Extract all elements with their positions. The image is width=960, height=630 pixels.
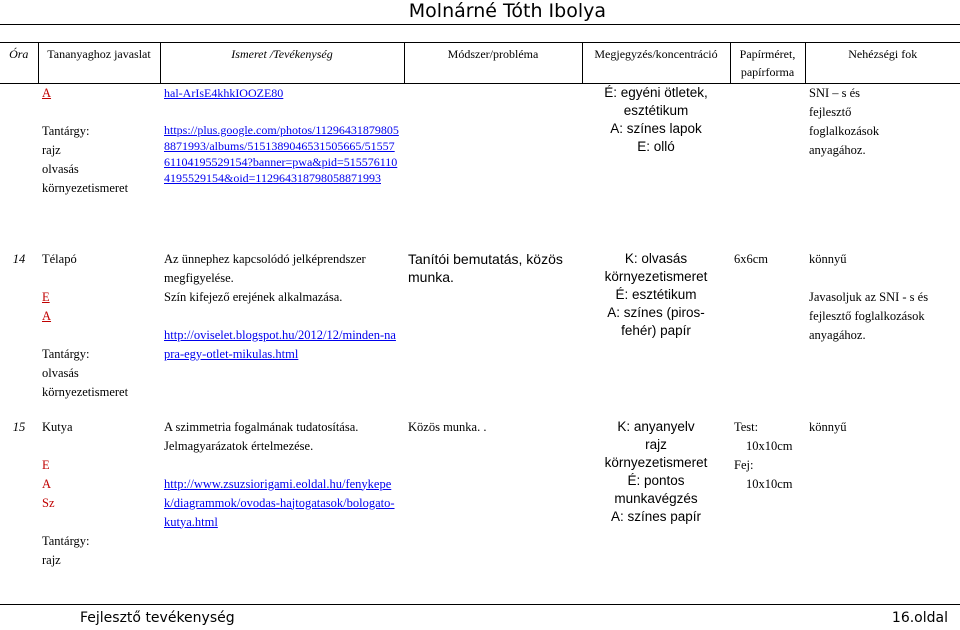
goal: Az ünnephez kapcsolódó jelképrendszer megfigyelése.: [164, 251, 366, 285]
note: A: színes (piros-: [607, 304, 705, 320]
header-row: [0, 43, 960, 84]
subject: környezetismeret: [42, 384, 129, 399]
letter-a: A: [42, 308, 52, 323]
difficulty: fejlesztő: [809, 105, 852, 119]
cell-papir: [730, 418, 805, 570]
cell-javaslat: [38, 418, 160, 570]
subject: rajz: [42, 552, 61, 567]
resource-link[interactable]: https://plus.google.com/photos/112964318798058871993/albums/5151389046531505665/5155761104195529154?banner=pwa&pid=5155761104195529154&oid=112964318798058871993: [164, 123, 399, 185]
cell-papir: 6x6cm: [734, 251, 769, 266]
note: környezetismeret: [604, 268, 708, 284]
subject: környezetismeret: [42, 181, 129, 195]
resource-link[interactable]: http://oviselet.blogspot.hu/2012/12/minden-napra-egy-otlet-mikulas.html: [164, 327, 396, 361]
cell-modszer: Közös munka. .: [408, 419, 487, 434]
note: környezetismeret: [604, 454, 708, 470]
size: Test:: [734, 419, 759, 434]
col-nehezseg: Nehézségi fok: [805, 43, 960, 84]
header-divider: [0, 24, 960, 25]
cell-megjegyzes: [582, 84, 730, 250]
goal: A szimmetria fogalmának tudatosítása.: [164, 419, 359, 434]
cell-nehezseg: könnyű: [809, 419, 847, 434]
tantargy-label: Tantárgy:: [42, 346, 90, 361]
note: E: olló: [637, 139, 675, 154]
difficulty: foglalkozások: [809, 124, 880, 138]
lesson-plan-table: [0, 42, 960, 570]
resource-link[interactable]: hal-ArIsE4khkIOOZE80: [164, 86, 284, 100]
size: 10x10cm: [746, 438, 793, 453]
size: Fej:: [734, 457, 754, 472]
resource-link[interactable]: http://www.zsuzsiorigami.eoldal.hu/fenykepek/diagrammok/ovodas-hajtogatasok/bologato-kutya.html: [164, 476, 395, 529]
cell-nehezseg: [805, 84, 960, 250]
table-row: [0, 418, 960, 570]
footer-left: Fejlesztő tevékenység: [80, 610, 235, 626]
table-row: [0, 250, 960, 418]
cell-ora: 15: [12, 419, 26, 434]
difficulty: Javasoljuk az SNI - s és fejlesztő foglalkozások anyagához.: [809, 289, 929, 342]
cell-modszer: [404, 84, 582, 250]
difficulty: anyagához.: [809, 143, 866, 157]
table-row: [0, 84, 960, 250]
note: É: egyéni ötletek,: [604, 85, 708, 100]
cell-megjegyzes: [582, 250, 730, 418]
note: A: színes lapok: [610, 121, 702, 136]
footer-divider: [0, 604, 960, 605]
goal: Szín kifejező erejének alkalmazása.: [164, 289, 343, 304]
cell-ismeret: [160, 250, 404, 418]
cell-ora: [0, 84, 38, 250]
cell-ismeret: [160, 418, 404, 570]
letter-sz: Sz: [42, 495, 55, 510]
cell-nehezseg: [805, 250, 960, 418]
subject: olvasás: [42, 365, 79, 380]
letter-a: A: [42, 476, 52, 491]
col-megjegyzes: Megjegyzés/koncentráció: [582, 43, 730, 84]
cell-ismeret: [160, 84, 404, 250]
difficulty: könnyű: [809, 251, 847, 266]
note: K: anyanyelv: [617, 418, 695, 434]
col-ora: Óra: [0, 43, 38, 84]
page-number: 16.oldal: [891, 610, 948, 626]
subject: rajz: [42, 143, 61, 157]
letter-e: E: [42, 457, 50, 472]
tantargy-label: Tantárgy:: [42, 533, 90, 548]
note: É: pontos: [627, 472, 685, 488]
size: 10x10cm: [746, 476, 793, 491]
col-ismeret: Ismeret /Tevékenység: [160, 43, 404, 84]
note: K: olvasás: [624, 250, 688, 266]
note: munkavégzés: [614, 490, 698, 506]
goal: Jelmagyarázatok értelmezése.: [164, 438, 314, 453]
cell-megjegyzes: [582, 418, 730, 570]
col-modszer: Módszer/probléma: [404, 43, 582, 84]
subject: olvasás: [42, 162, 79, 176]
col-javaslat: Tananyaghoz javaslat: [38, 43, 160, 84]
page-title: Molnárné Tóth Ibolya: [408, 0, 606, 22]
lesson-title: Télapó: [42, 251, 77, 266]
note: rajz: [645, 436, 667, 452]
cell-javaslat: [38, 250, 160, 418]
tantargy-label: Tantárgy:: [42, 124, 90, 138]
lesson-title: Kutya: [42, 419, 73, 434]
cell-ora: 14: [12, 251, 26, 266]
cell-javaslat: [38, 84, 160, 250]
col-papir: Papírméret, papírforma: [730, 43, 805, 84]
cell-papir: [730, 84, 805, 250]
difficulty: SNI – s és: [809, 86, 861, 100]
note: fehér) papír: [621, 322, 691, 338]
note: É: esztétikum: [615, 286, 697, 302]
letter-a: A: [42, 86, 52, 100]
note: A: színes papír: [610, 508, 702, 524]
letter-e: E: [42, 289, 50, 304]
note: esztétikum: [623, 103, 689, 118]
cell-modszer: Tanítói bemutatás, közös munka.: [408, 250, 563, 285]
